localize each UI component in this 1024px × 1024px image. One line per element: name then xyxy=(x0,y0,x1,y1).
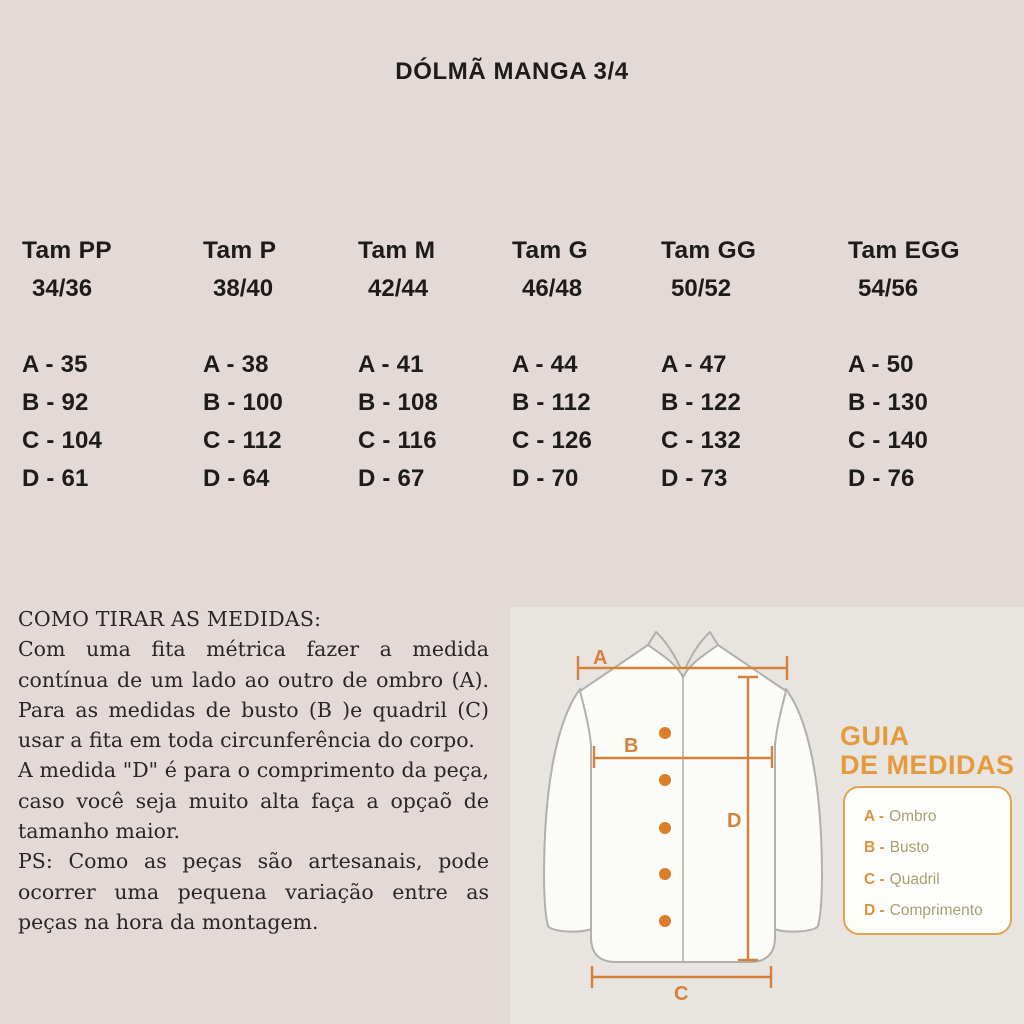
measuring-instructions xyxy=(18,604,489,937)
measurement-a: A - 35 xyxy=(22,351,88,378)
page-title: DÓLMÃ MANGA 3/4 xyxy=(395,58,629,85)
size-name: Tam P xyxy=(203,237,277,264)
size-name: Tam M xyxy=(358,237,436,264)
guide-title-line2: DE MEDIDAS xyxy=(840,750,1015,780)
size-column-m xyxy=(358,232,530,498)
diagram-label-c: C xyxy=(674,983,689,1005)
instructions-paragraph: PS: Como as peças são artesanais, pode ocorrer uma pequena variação entre as peças na hora da montagem. xyxy=(18,849,489,934)
measurement-d: D - 67 xyxy=(358,465,425,492)
measurement-c: C - 132 xyxy=(661,427,742,454)
legend-label: Ombro xyxy=(889,808,937,825)
measurement-d: D - 64 xyxy=(203,465,270,492)
instructions-heading: COMO TIRAR AS MEDIDAS: xyxy=(18,607,322,631)
measurement-b: B - 112 xyxy=(512,389,591,416)
diagram-label-d: D xyxy=(727,810,742,832)
size-range: 50/52 xyxy=(671,275,732,302)
measurement-c: C - 104 xyxy=(22,427,103,454)
size-range: 34/36 xyxy=(32,275,93,302)
measurement-d: D - 76 xyxy=(848,465,915,492)
legend-letter: A - xyxy=(864,808,885,825)
guide-title-line1: GUIA xyxy=(840,721,910,751)
measurement-c: C - 126 xyxy=(512,427,593,454)
legend-label: Busto xyxy=(889,839,930,857)
diagram-label-a: A xyxy=(593,647,608,669)
measurement-a: A - 38 xyxy=(203,351,269,378)
size-range: 42/44 xyxy=(368,275,429,302)
size-column-egg xyxy=(848,232,1020,498)
measurement-b: B - 130 xyxy=(848,389,929,416)
measure-legend xyxy=(843,786,1012,935)
instructions-paragraph: Com uma fita métrica fazer a medida contínua de um lado ao outro de ombro (A). Para as medidas de busto (B )e quadril (C) usar a fita em toda circunferência do corpo. xyxy=(18,637,489,753)
size-name: Tam EGG xyxy=(848,237,960,264)
size-column-pp xyxy=(22,232,194,498)
legend-letter: D - xyxy=(864,902,885,920)
measurement-d: D - 70 xyxy=(512,465,579,492)
size-column-gg xyxy=(661,232,833,498)
legend-label: Comprimento xyxy=(889,902,983,920)
measurement-c: C - 140 xyxy=(848,427,929,454)
measurement-b: B - 122 xyxy=(661,389,742,416)
measure-guide-panel xyxy=(510,607,1024,1024)
measurement-a: A - 41 xyxy=(358,351,424,378)
legend-item-quadril xyxy=(864,864,1010,895)
legend-item-ombro xyxy=(864,801,1010,832)
legend-letter: C - xyxy=(864,870,885,888)
size-range: 46/48 xyxy=(522,275,583,302)
legend-item-comprimento xyxy=(864,895,1010,926)
size-range: 54/56 xyxy=(858,275,919,302)
size-column-g xyxy=(512,232,684,498)
measurement-b: B - 108 xyxy=(358,389,439,416)
legend-letter: B - xyxy=(864,839,885,857)
size-name: Tam PP xyxy=(22,237,112,264)
instructions-paragraph: A medida "D" é para o comprimento da peça, caso você seja muito alta faça a opçaõ de tamanho maior. xyxy=(18,758,489,844)
legend-item-busto xyxy=(864,832,1010,863)
measurement-b: B - 92 xyxy=(22,389,89,416)
measurement-d: D - 61 xyxy=(22,465,89,492)
guide-title xyxy=(840,722,1015,780)
measurement-a: A - 47 xyxy=(661,351,727,378)
diagram-label-b: B xyxy=(624,735,639,757)
measurement-a: A - 50 xyxy=(848,351,914,378)
size-name: Tam G xyxy=(512,237,588,264)
size-column-p xyxy=(203,232,375,498)
size-name: Tam GG xyxy=(661,237,757,264)
measurement-c: C - 116 xyxy=(358,427,437,454)
legend-label: Quadril xyxy=(889,870,940,888)
measurement-a: A - 44 xyxy=(512,351,578,378)
measurement-b: B - 100 xyxy=(203,389,284,416)
measurement-d: D - 73 xyxy=(661,465,728,492)
size-range: 38/40 xyxy=(213,275,274,302)
measurement-c: C - 112 xyxy=(203,427,282,454)
